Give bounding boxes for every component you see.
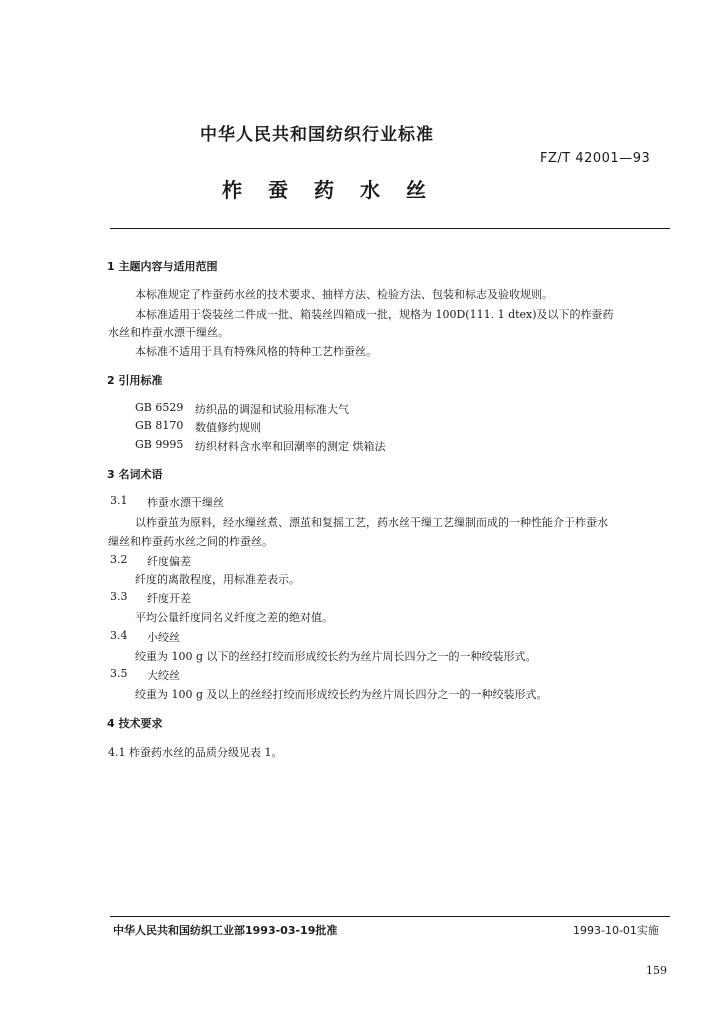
section-4-1-text: 4.1 柞蚕药水丝的品质分级见表 1。 [108, 746, 283, 759]
footer-divider [110, 916, 670, 917]
term-name: 纤度偏差 [147, 555, 191, 568]
standard-code: FZ/T 42001—93 [540, 151, 651, 166]
page-number: 159 [646, 964, 667, 977]
term-number: 3.5 [110, 667, 128, 680]
effective-date: 1993-10-01实施 [573, 924, 659, 937]
reference-code: GB 9995 [135, 438, 184, 451]
term-name: 柞蚕水漂干缫丝 [147, 496, 224, 509]
reference-code: GB 6529 [135, 401, 184, 414]
term-definition: 以柞蚕茧为原料，经水缫丝煮、漂茧和复摇工艺，药水丝干缫工艺缫制而成的一种性能介于柞蚕水 [135, 516, 608, 529]
document-title: 柞蚕药水丝 [222, 178, 452, 202]
header-divider [110, 228, 670, 229]
term-number: 3.3 [110, 590, 128, 603]
reference-code: GB 8170 [135, 419, 184, 432]
reference-title: 纺织品的调湿和试验用标准大气 [195, 403, 349, 416]
term-definition: 平均公量纤度同名义纤度之差的绝对值。 [135, 611, 333, 624]
section-1-paragraph-2b: 水丝和柞蚕水漂干缫丝。 [108, 326, 229, 339]
reference-title: 纺织材料含水率和回潮率的测定 烘箱法 [195, 440, 386, 453]
term-definition-continued: 缫丝和柞蚕药水丝之间的柞蚕丝。 [108, 535, 273, 548]
term-name: 小绞丝 [147, 631, 180, 644]
term-number: 3.4 [110, 629, 128, 642]
section-4-heading: 4 技术要求 [107, 717, 163, 730]
reference-title: 数值修约规则 [195, 421, 261, 434]
section-1-paragraph-1: 本标准规定了柞蚕药水丝的技术要求、抽样方法、检验方法、包装和标志及验收规则。 [135, 288, 553, 301]
section-1-paragraph-3: 本标准不适用于具有特殊风格的特种工艺柞蚕丝。 [135, 345, 377, 358]
term-name: 纤度开差 [147, 592, 191, 605]
section-2-heading: 2 引用标准 [107, 374, 163, 387]
org-title: 中华人民共和国纺织行业标准 [200, 125, 434, 145]
term-definition: 绞重为 100 g 及以上的丝经打绞而形成绞长约为丝片周长四分之一的一种绞装形式。 [135, 688, 548, 701]
term-number: 3.1 [110, 494, 128, 507]
term-definition: 纤度的离散程度，用标准差表示。 [135, 573, 300, 586]
section-1-heading: 1 主题内容与适用范围 [107, 260, 218, 273]
approval-line: 中华人民共和国纺织工业部1993-03-19批准 [113, 924, 338, 937]
term-number: 3.2 [110, 553, 128, 566]
section-1-paragraph-2a: 本标准适用于袋装丝二件成一批、箱装丝四箱成一批，规格为 100D(111. 1 dtex)及以下的柞蚕药 [135, 308, 614, 321]
term-definition: 绞重为 100 g 以下的丝经打绞而形成绞长约为丝片周长四分之一的一种绞装形式。 [135, 650, 537, 663]
section-3-heading: 3 名词术语 [107, 468, 163, 481]
term-name: 大绞丝 [147, 669, 180, 682]
